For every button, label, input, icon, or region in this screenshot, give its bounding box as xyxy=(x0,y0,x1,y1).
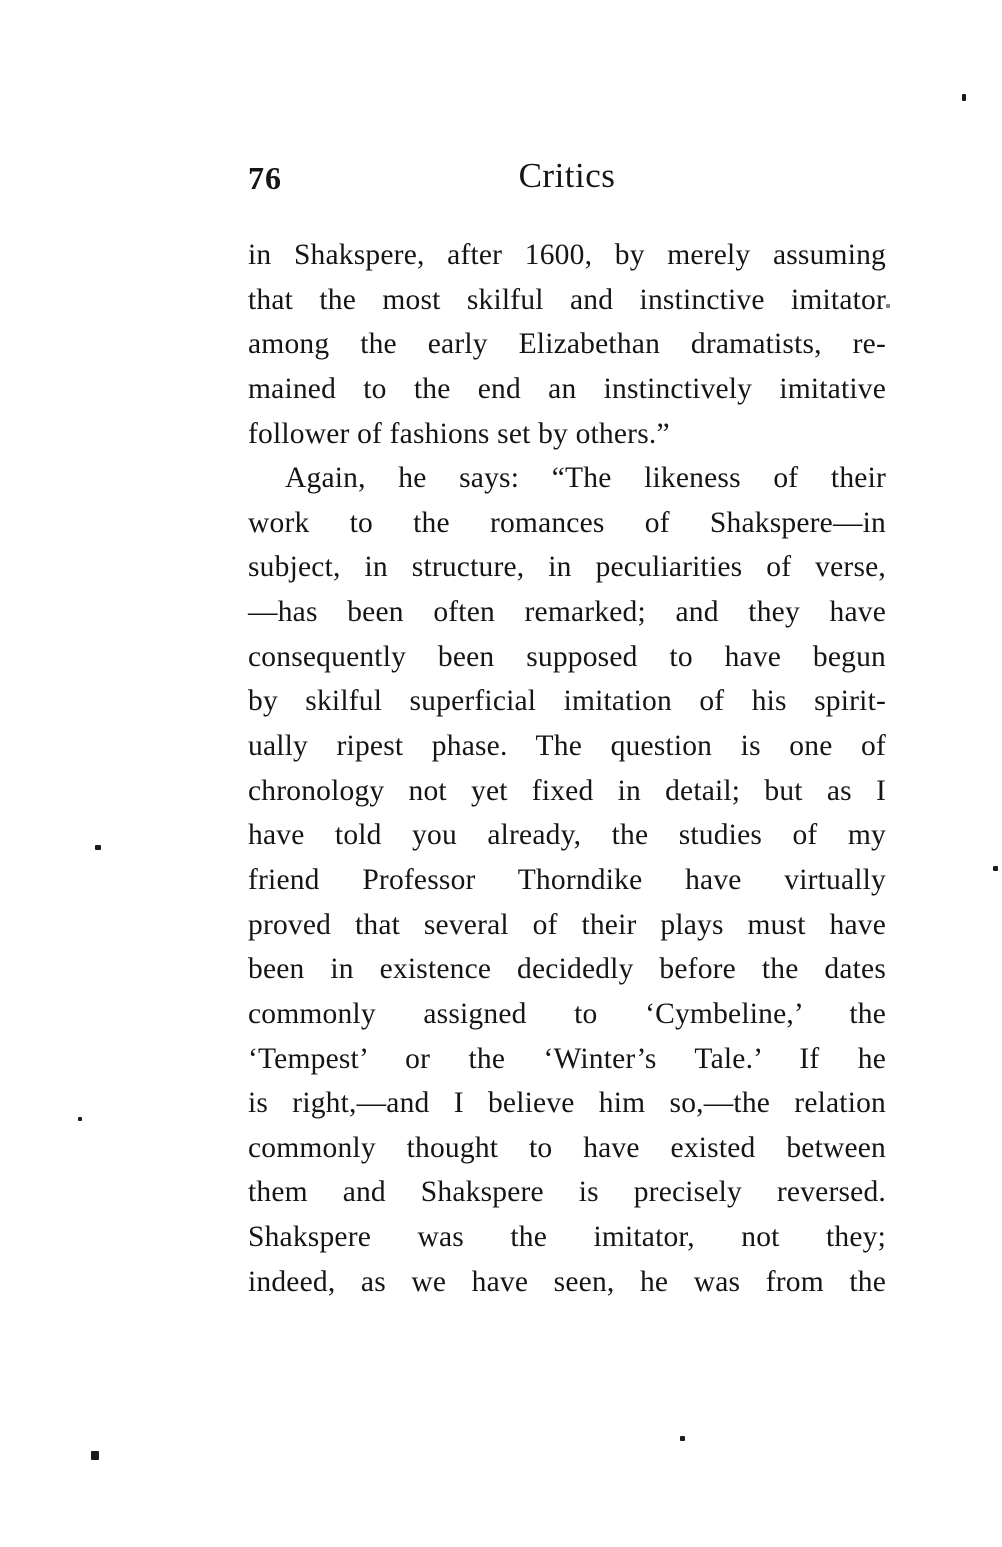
text-line: Again, he says: “The likeness of their xyxy=(285,462,886,495)
text-line: indeed, as we have seen, he was from the xyxy=(248,1265,886,1298)
text-line: commonly assigned to ‘Cymbeline,’ the xyxy=(248,997,886,1030)
scan-speck xyxy=(95,845,101,850)
scan-speck xyxy=(993,866,998,871)
text-line: by skilful superficial imitation of his spirit- xyxy=(248,685,886,718)
body-text-block xyxy=(248,233,886,1304)
text-line: in Shakspere, after 1600, by merely assuming xyxy=(248,239,886,271)
text-line: ‘Tempest’ or the ‘Winter’s Tale.’ If he xyxy=(248,1042,886,1075)
text-line: work to the romances of Shakspere—in xyxy=(248,506,886,539)
text-line: is right,—and I believe him so,—the relation xyxy=(248,1087,886,1120)
text-line: among the early Elizabethan dramatists, re- xyxy=(248,328,886,361)
text-line: have told you already, the studies of my xyxy=(248,819,886,852)
text-line: commonly thought to have existed between xyxy=(248,1131,886,1164)
text-line: —has been often remarked; and they have xyxy=(248,596,886,629)
running-header xyxy=(248,156,886,202)
scan-speck xyxy=(962,94,966,101)
text-line: been in existence decidedly before the dates xyxy=(248,953,886,986)
text-line: friend Professor Thorndike have virtually xyxy=(248,863,886,896)
page-number: 76 xyxy=(248,160,282,196)
scan-speck xyxy=(91,1451,99,1460)
text-line: consequently been supposed to have begun xyxy=(248,640,886,673)
text-line: mained to the end an instinctively imitative xyxy=(248,372,886,405)
text-line: follower of fashions set by others.” xyxy=(248,417,670,450)
text-line: subject, in structure, in peculiarities of verse, xyxy=(248,551,886,584)
running-header-title: Critics xyxy=(518,156,616,195)
text-line: them and Shakspere is precisely reversed. xyxy=(248,1176,886,1209)
text-line: proved that several of their plays must have xyxy=(248,908,886,941)
scan-speck xyxy=(78,1117,82,1121)
scan-speck xyxy=(680,1436,685,1441)
text-line: chronology not yet fixed in detail; but as I xyxy=(248,774,886,807)
scan-speck xyxy=(886,304,890,308)
text-line: ually ripest phase. The question is one of xyxy=(248,730,886,763)
text-line: that the most skilful and instinctive imitator xyxy=(248,283,886,316)
text-line: Shakspere was the imitator, not they; xyxy=(248,1221,886,1254)
